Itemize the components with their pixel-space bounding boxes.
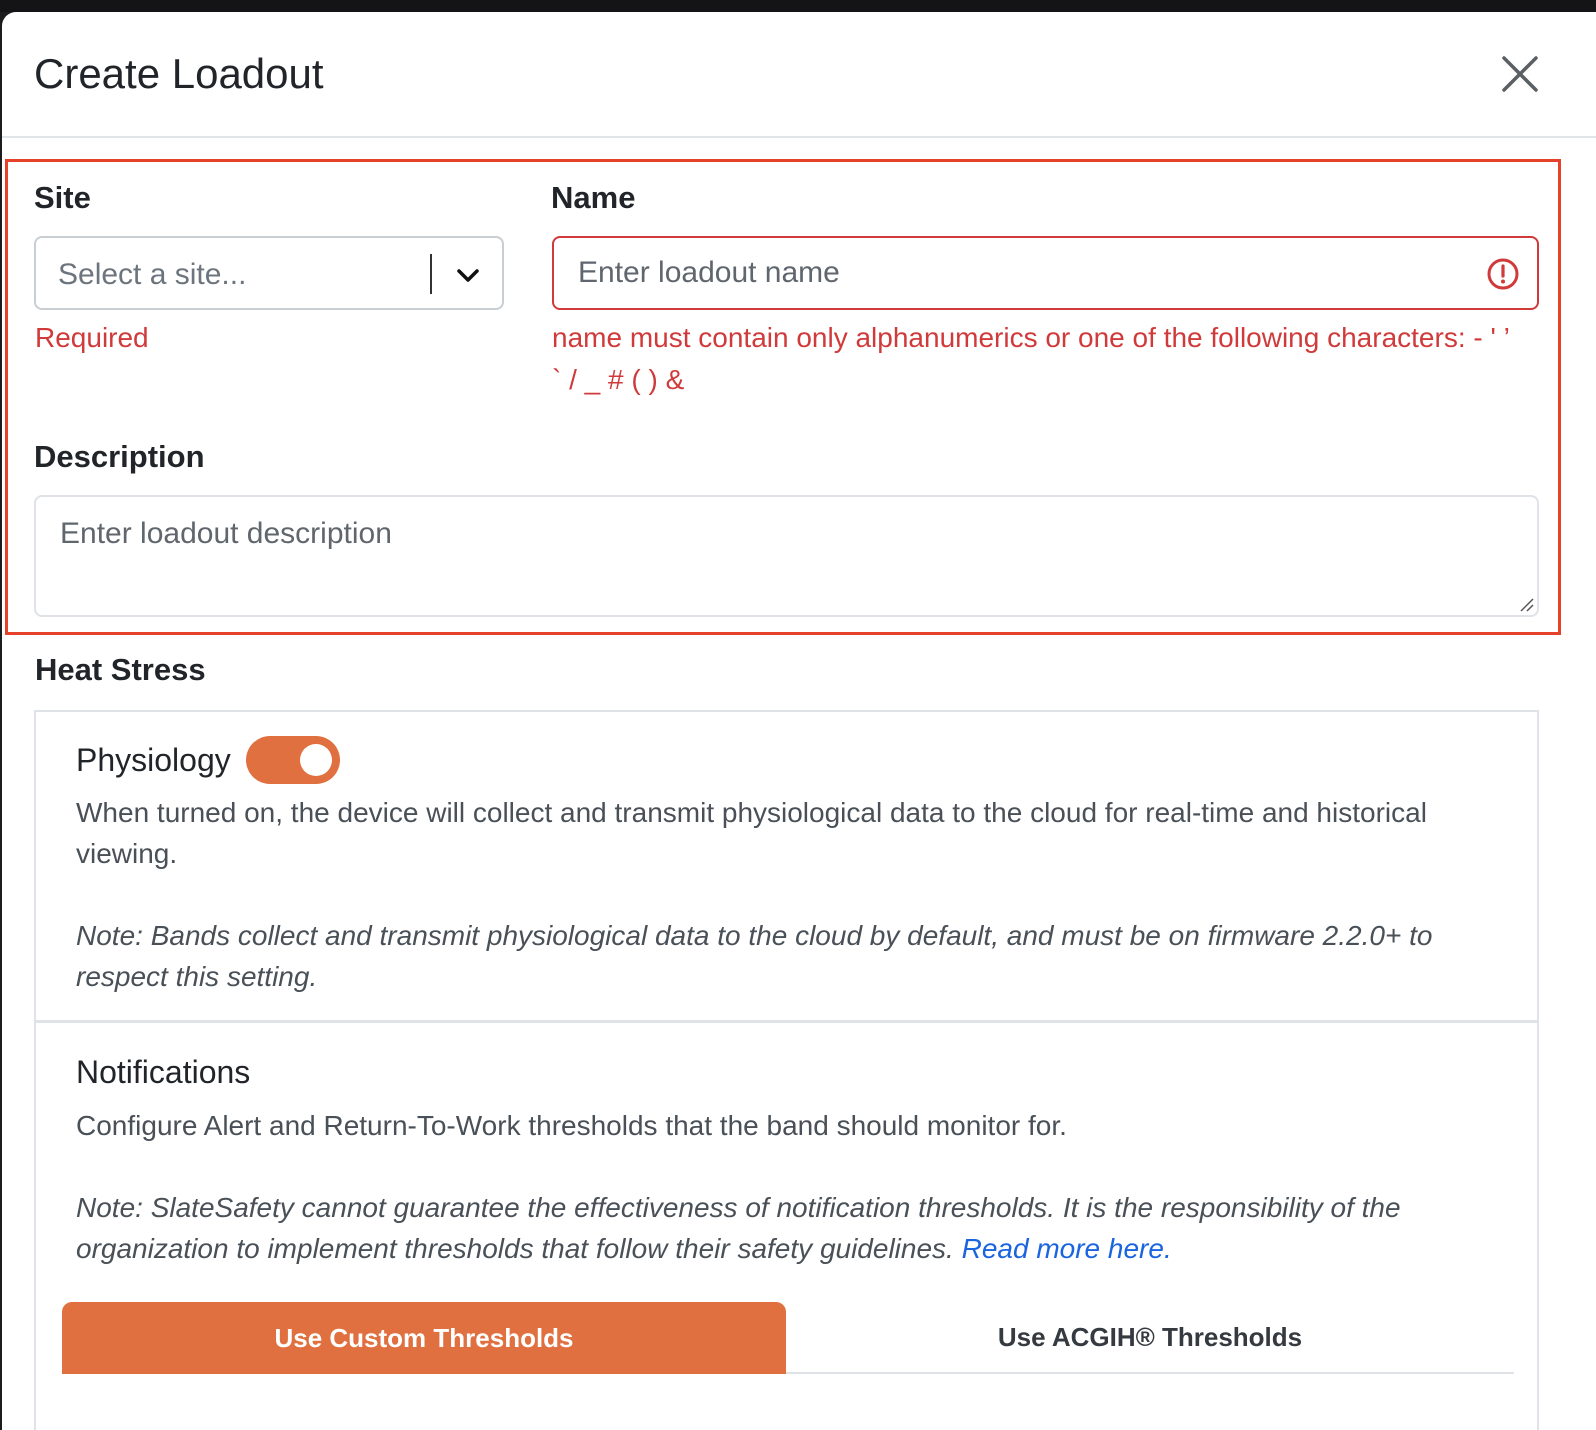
heat-stress-panel bbox=[34, 710, 1539, 1430]
name-label: Name bbox=[551, 180, 636, 215]
notifications-note-block bbox=[76, 1187, 1496, 1269]
toggle-knob bbox=[300, 744, 332, 776]
physiology-note: Note: Bands collect and transmit physiological data to the cloud by default, and must be on firmware 2.2.0+ to respect this setting. bbox=[76, 920, 1433, 992]
description-textarea[interactable] bbox=[34, 495, 1539, 617]
site-select-placeholder: Select a site... bbox=[58, 258, 247, 291]
backdrop bbox=[0, 0, 1596, 12]
select-separator bbox=[430, 254, 432, 294]
site-error-text: Required bbox=[35, 322, 149, 353]
description-label: Description bbox=[34, 439, 205, 474]
use-acgih-thresholds-button[interactable]: Use ACGIH® Thresholds bbox=[786, 1302, 1514, 1374]
notifications-description: Configure Alert and Return-To-Work thresholds that the band should monitor for. bbox=[76, 1110, 1067, 1141]
heat-stress-title: Heat Stress bbox=[35, 652, 206, 687]
site-select[interactable] bbox=[34, 236, 504, 310]
modal-header bbox=[2, 12, 1596, 138]
name-input[interactable] bbox=[552, 236, 1539, 310]
chevron-down-icon[interactable] bbox=[452, 260, 484, 292]
physiology-heading: Physiology bbox=[76, 742, 231, 778]
modal-title: Create Loadout bbox=[34, 50, 324, 97]
notifications-heading: Notifications bbox=[76, 1054, 251, 1090]
site-label: Site bbox=[34, 180, 91, 215]
close-button[interactable] bbox=[1498, 52, 1542, 96]
notifications-note: Note: SlateSafety cannot guarantee the effectiveness of notification thresholds. It is the responsibility of the organization to implement thresholds that follow their safety guidelines. bbox=[76, 1192, 1401, 1264]
name-error-text-line1: name must contain only alphanumerics or one of the following characters: - ' ’ bbox=[552, 322, 1510, 353]
name-error-text-line2: ` / _ # ( ) & bbox=[552, 364, 685, 395]
create-loadout-modal bbox=[2, 12, 1596, 1430]
read-more-link[interactable]: Read more here. bbox=[961, 1233, 1172, 1264]
physiology-toggle[interactable] bbox=[246, 736, 340, 784]
panel-divider bbox=[36, 1020, 1537, 1023]
close-icon bbox=[1498, 52, 1542, 96]
use-custom-thresholds-button[interactable]: Use Custom Thresholds bbox=[62, 1302, 786, 1374]
physiology-description: When turned on, the device will collect and transmit physiological data to the cloud for real-time and historical viewing. bbox=[76, 797, 1427, 869]
resize-handle-icon[interactable] bbox=[1518, 596, 1534, 612]
error-circle-icon bbox=[1486, 257, 1520, 291]
